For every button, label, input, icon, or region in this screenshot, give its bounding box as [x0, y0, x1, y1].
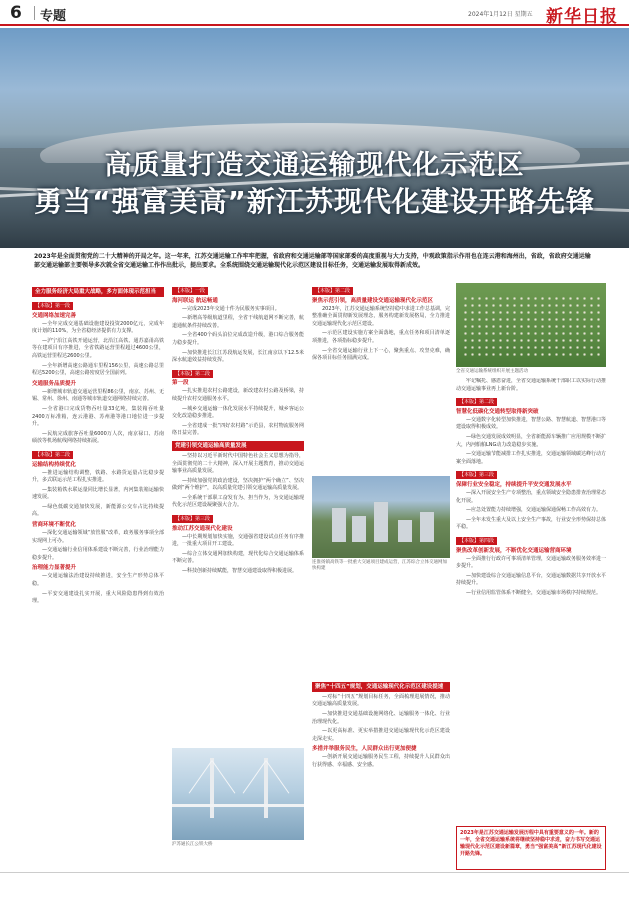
- headline-line1: 高质量打造交通运输现代化示范区: [104, 150, 525, 181]
- paragraph: —综合立体交通网加快构建，现代化综合交通运输体系不断完善。: [172, 550, 304, 565]
- paragraph: —全年完成交通基础设施建设投资2000亿元，完成年度计划的110%，为全省稳经济提供有力支撑。: [32, 320, 164, 335]
- paragraph: —持续加强党的政治建设，坚决拥护“两个确立”、坚决做到“两个维护”，以高质量党建引领交通运输高质量发展。: [172, 477, 304, 492]
- bridge-cable: [212, 760, 236, 793]
- section-tag: 【本版】第一段: [32, 302, 73, 310]
- paragraph: —创新开展交通运输服务民生工程，持续提升人民群众出行获得感、幸福感、安全感。: [312, 754, 450, 768]
- paragraph: —交通运输行业信用体系建设不断完善，行业治理能力稳步提升。: [32, 547, 164, 561]
- paragraph: —集装箱铁水联运量同比增长显著，内河集装箱运输快速发展。: [32, 486, 164, 501]
- bridge-cable: [243, 760, 267, 793]
- photo-caption: 全省交通运输系统组织开展主题活动: [456, 369, 528, 374]
- newspaper-logo: 新华日报: [546, 7, 618, 27]
- paragraph: —绿色交通发展成效明显，全省新能源车辆推广应用规模不断扩大，内河船舶LNG动力改造稳步实施。: [456, 433, 606, 448]
- paragraph: —深入开展安全生产专项整治，重点领域安全隐患排查治理常态化开展。: [456, 489, 606, 504]
- people-formation: [462, 295, 600, 357]
- subheading: 第一段: [172, 380, 189, 387]
- headline-line2: 勇当“强富美高”新江苏现代化建设开路先锋: [34, 185, 595, 218]
- paragraph: —扎实推进农村公路建设，新改建农村公路及桥梁，持续提升农村交通服务水平。: [172, 388, 304, 402]
- paragraph: —交通运输法治建设持续推进，安全生产形势总体平稳。: [32, 573, 164, 588]
- paragraph: —加快建设综合交通运输信息平台，交通运输数据共享开放水平持续提升。: [456, 572, 606, 587]
- subheading: 营商环境不断优化: [32, 522, 77, 529]
- section-banner: 全力服务经济大局重大战略，多方面体现示范担当: [32, 287, 164, 297]
- building: [374, 502, 388, 542]
- closing-box: [456, 826, 606, 870]
- section-tag: 【本版】第二段: [312, 287, 353, 295]
- hero-photo: [0, 28, 629, 248]
- paragraph: —全系统干部职工奋发有为、担当作为，为交通运输现代化示范区建设凝聚强大合力。: [172, 494, 304, 509]
- paragraph: —新增高等级航道里程，全省干线航道网不断完善，航道通航条件持续改善。: [172, 315, 304, 329]
- subheading: 多措并举服务民生，人民群众出行更加便捷: [312, 746, 417, 753]
- paragraph: —应急处置能力持续增强，交通运输保通保畅工作高效有力。: [466, 507, 602, 514]
- section-tag: 【本版】一段: [172, 287, 208, 295]
- section-banner: 聚焦“十四五”规划，交通运输现代化示范区建设提速: [312, 682, 450, 692]
- paragraph: 2023年，江苏交通运输系统坚持稳中求进工作总基调，完整准确全面贯彻新发展理念，服务构建新发展格局，全力推进交通运输现代化示范区建设。: [312, 305, 450, 327]
- column-1: [32, 284, 164, 856]
- paragraph: —加快推进长江江苏段航运发展，长江南京以下12.5米深水航道效益持续发挥。: [172, 349, 304, 364]
- paragraph: —全省交通运输行业上下一心，聚焦重点、攻坚克难，确保各项目标任务圆满完成。: [312, 347, 450, 362]
- page-number: 6: [10, 3, 22, 23]
- subheading: 海河联运 航运畅通: [172, 297, 218, 304]
- railway-city-photo: [312, 476, 450, 558]
- column-4: [456, 378, 606, 824]
- building: [332, 508, 346, 542]
- photo-caption: 连淮扬镇高铁等一批重大交通项目建成运营，江苏综合立体交通网加快构建: [312, 560, 447, 571]
- paragraph: —完成2023年交通十件为民服务实事项目。: [182, 305, 280, 312]
- masthead: [0, 0, 629, 26]
- bridge-tower: [210, 758, 214, 818]
- paragraph: —平安交通建设扎实开展，重大风险隐患得到有效治理。: [32, 590, 164, 605]
- paragraph: —交通运输节能减排工作扎实推进，交通运输领域碳达峰行动方案全面落地。: [456, 451, 606, 465]
- section-tag: 【本版】第四段: [456, 537, 497, 545]
- building: [398, 520, 412, 542]
- subheading: 治理能力显著提升: [32, 565, 77, 572]
- paragraph: —中长期规划加快实施，交通强省建设试点任务有序推进，一批重大项目开工建设。: [172, 533, 304, 548]
- subheading: 交通服务品质提升: [32, 380, 77, 387]
- paragraph: —全面推行行政许可事项清单管理，交通运输政务服务效率进一步提升。: [456, 555, 606, 570]
- bridge-deck: [172, 804, 304, 807]
- building: [352, 516, 366, 542]
- subheading: 保障行业安全稳定，持续提升平安交通发展水平: [456, 481, 572, 488]
- paragraph: —新增城市轨道交通运营里程86公里，南京、苏州、无锡、常州、徐州、南通等城市轨道交通网络持续完善。: [32, 388, 164, 403]
- paragraph: —坚持以习近平新时代中国特色社会主义思想为指导，全面贯彻党的二十大精神，深入开展主题教育，推动交通运输事业高质量发展。: [172, 452, 304, 475]
- column-3: [312, 284, 450, 869]
- assembly-photo: [456, 283, 606, 367]
- bridge-tower: [264, 758, 268, 818]
- section-tag: 【本版】第二段: [32, 451, 73, 459]
- paragraph: —加快推进交通基础设施网络化、运输服务一体化、行业治理现代化。: [312, 710, 450, 725]
- paragraph: 牢记嘱托、感恩奋进，全省交通运输系统干部职工以实际行动推动交通运输事业再上新台阶。: [456, 378, 606, 392]
- bridge-photo: [172, 748, 304, 840]
- photo-caption: 沪苏通长江公铁大桥: [172, 842, 213, 847]
- section-banner: 党建引领交通运输高质量发展: [172, 441, 304, 451]
- subheading: 聚焦示范引领，高质量建设交通运输现代化示范区: [312, 297, 434, 304]
- paragraph: —推进运输结构调整，铁路、水路货运量占比稳步提升，多式联运示范工程扎实推进。: [32, 469, 164, 484]
- paragraph: —科技创新持续赋能，智慧交通建设取得积极进展。: [182, 568, 298, 575]
- section-tag: 【本版】第三段: [172, 515, 213, 523]
- subheading: 聚焦改革创新发展，不断优化交通运输营商环境: [456, 547, 572, 554]
- section-tag: 【本版】第三段: [456, 471, 497, 479]
- paragraph: —以更高标准、更实举措推进交通运输现代化示范区建设走深走实。: [312, 728, 450, 742]
- bridge-cable: [266, 760, 290, 793]
- paragraph: —示范区建设实施方案全面落地，重点任务和项目清单逐项推进，各项指标稳步提升。: [312, 330, 450, 344]
- paragraph: —全年新增高速公路通车里程156公里，高速公路总里程达5200公里，高速公路密度居全国前列。: [32, 362, 164, 377]
- paragraph: —全省400个码头泊位完成改造升级，港口综合服务能力稳步提升。: [172, 332, 304, 346]
- section-tag: 【本版】第二段: [172, 370, 213, 378]
- lead-paragraph: 2023年是全面贯彻党的二十大精神的开局之年。这一年来，江苏交通运输工作牢牢把握，省政府和交通运输部等国家部委的高度重视与大力支持，中观政策指示作用也在连云港和海州出，省政，省政府交通运输部交通运输部主要领导多次就全省交通运输工作作出批示，提出要求。全系统围绕交通运输现代化示范区建设目标任务，交通运输发展取得新成效。: [34, 253, 591, 269]
- paragraph: —行业信用监管体系不断健全，交通运输市场秩序持续规范。: [466, 589, 602, 596]
- section-tag: 【本版】第二段: [456, 398, 497, 406]
- bottom-rule: [0, 872, 629, 873]
- subheading: 智慧化低碳化交通转型取得新突破: [456, 408, 539, 415]
- paragraph: —交通数字化转型加快推进，智慧公路、智慧航道、智慧港口等建设取得积极成效。: [456, 416, 606, 431]
- paragraph: —沪宁沿江高铁开通运营，北沿江高铁、通苏嘉甬高铁等在建项目有序推进，全省铁路运营里程超过4600公里，高铁运营里程达2600公里。: [32, 337, 164, 359]
- paragraph: —绿色低碳交通加快发展，新能源公交车占比持续提高。: [32, 503, 164, 518]
- closing-text: 2023年是江苏交通运输发展历程中具有重要意义的一年。新的一年，全省交通运输系统将继续坚持稳中求进，奋力书写交通运输现代化示范区建设新篇章，勇当“强富美高”新江苏现代化建设开路先锋。: [460, 830, 602, 857]
- section-label: 专题: [40, 9, 67, 24]
- photo-spacer: [312, 365, 450, 483]
- subheading: 交通网络加速完善: [32, 312, 77, 319]
- paragraph: —全年未发生重大及以上安全生产事故，行业安全形势保持总体平稳。: [456, 516, 606, 531]
- paragraph: —全省建成一批“四好农村路”示范县，农村物流服务网络日益完善。: [172, 422, 304, 437]
- header-divider: [34, 6, 35, 20]
- paragraph: —对标“十四五”规划目标任务，全面梳理进展情况，推动交通运输高质量发展。: [312, 693, 450, 708]
- paragraph: —民航完成旅客吞吐量6000万人次，南京禄口、苏南硕放等机场航线网络持续拓展。: [32, 430, 164, 445]
- subheading: 运输结构持续优化: [32, 461, 77, 468]
- building: [420, 512, 434, 542]
- issue-date: 2024年1月12日 星期五: [468, 11, 533, 18]
- paragraph: —深化交通运输领域“放管服”改革，政务服务事项全部实现网上可办。: [32, 530, 164, 544]
- paragraph: —全省港口完成货物吞吐量33亿吨，集装箱吞吐量2400万标准箱，连云港港、苏州港等港口地位进一步提升。: [32, 405, 164, 428]
- headline: [0, 148, 629, 220]
- bridge-cable: [189, 760, 213, 793]
- subheading: 推动江苏交通现代化建设: [172, 525, 233, 532]
- paragraph: —城乡交通运输一体化发展水平持续提升，城乡客运公交化改造稳步推进。: [172, 405, 304, 420]
